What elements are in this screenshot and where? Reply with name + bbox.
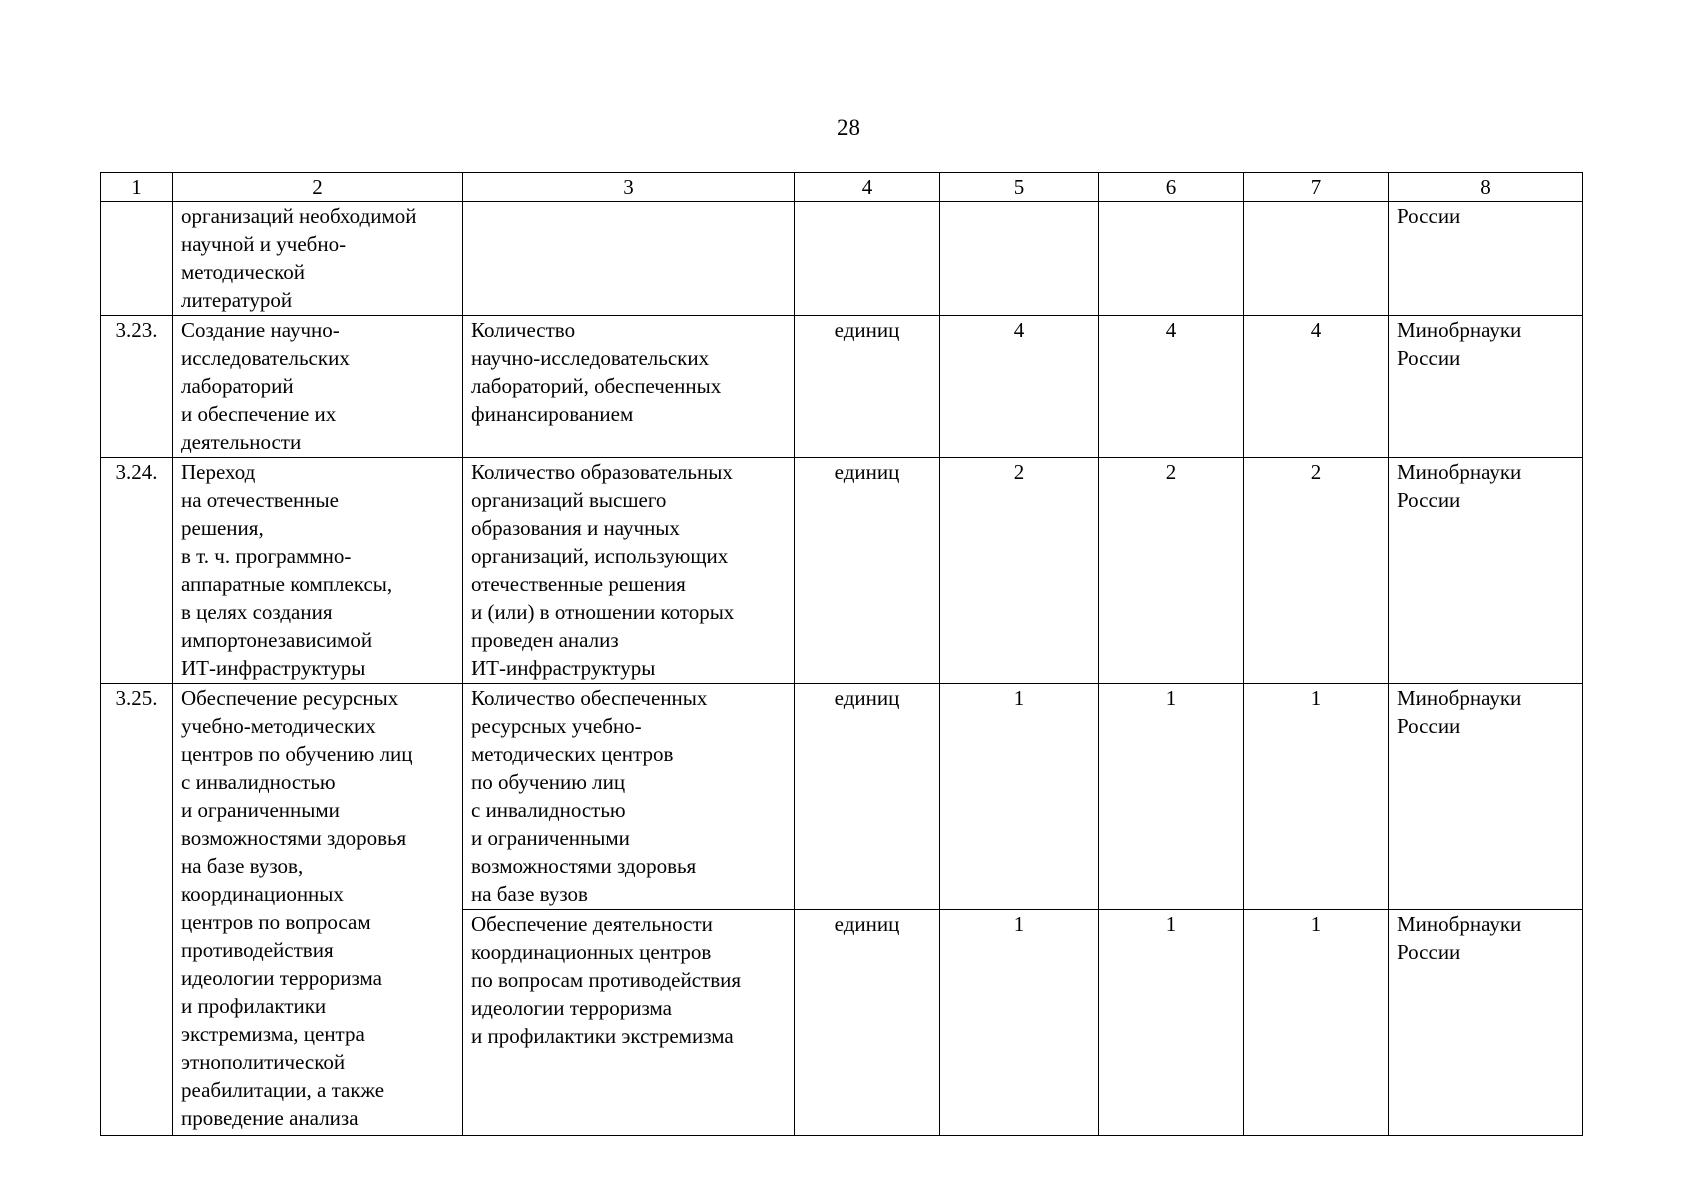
row-number — [101, 202, 173, 316]
indicator-cell: Количество обеспеченных ресурсных учебно- методических центров по обучению лиц с инвалидностью и ограниченными возможностями здоровья на базе вузов — [463, 684, 795, 910]
page-number: 28 — [837, 115, 860, 140]
indicator-cell: Обеспечение деятельности координационных центров по вопросам противодействия идеологии терроризма и профилактики экстремизма — [463, 910, 795, 1136]
header-col-4: 4 — [795, 173, 940, 202]
value-cell-5: 1 — [940, 684, 1099, 910]
value-cell-5: 4 — [940, 316, 1099, 458]
unit-cell: единиц — [795, 458, 940, 684]
value-cell-6: 2 — [1099, 458, 1244, 684]
header-col-1: 1 — [101, 173, 173, 202]
value-cell-6: 4 — [1099, 316, 1244, 458]
unit-cell: единиц — [795, 684, 940, 910]
unit-cell: единиц — [795, 910, 940, 1136]
indicator-cell — [463, 202, 795, 316]
table-row — [101, 458, 1583, 684]
value-cell-5: 1 — [940, 910, 1099, 1136]
measure-cell: Переход на отечественные решения, в т. ч. программно- аппаратные комплексы, в целях создания импортонезависимой ИТ-инфраструктуры — [173, 458, 463, 684]
value-cell-6: 1 — [1099, 684, 1244, 910]
responsible-cell: России — [1389, 202, 1583, 316]
header-col-6: 6 — [1099, 173, 1244, 202]
measure-cell: организаций необходимой научной и учебно- методической литературой — [173, 202, 463, 316]
plan-table — [100, 172, 1583, 1136]
unit-cell — [795, 202, 940, 316]
header-col-5: 5 — [940, 173, 1099, 202]
value-cell-5: 2 — [940, 458, 1099, 684]
table-row — [101, 316, 1583, 458]
value-cell-7: 2 — [1244, 458, 1389, 684]
value-cell-7 — [1244, 202, 1389, 316]
value-cell-7: 4 — [1244, 316, 1389, 458]
indicator-cell: Количество научно-исследовательских лабораторий, обеспеченных финансированием — [463, 316, 795, 458]
value-cell-6: 1 — [1099, 910, 1244, 1136]
unit-cell: единиц — [795, 316, 940, 458]
value-cell-5 — [940, 202, 1099, 316]
header-col-3: 3 — [463, 173, 795, 202]
responsible-cell: Минобрнауки России — [1389, 684, 1583, 910]
header-col-8: 8 — [1389, 173, 1583, 202]
measure-cell: Обеспечение ресурсных учебно-методических центров по обучению лиц с инвалидностью и ограниченными возможностями здоровья на базе вузов, координационных центров по вопросам противодействия идеологии терроризма и профилактики экстремизма, центра этнополитической реабилитации, а также проведение анализа — [173, 684, 463, 1136]
row-number: 3.25. — [101, 684, 173, 1136]
responsible-cell: Минобрнауки России — [1389, 458, 1583, 684]
table-header — [101, 173, 1583, 202]
responsible-cell: Минобрнауки России — [1389, 316, 1583, 458]
header-col-7: 7 — [1244, 173, 1389, 202]
row-number: 3.23. — [101, 316, 173, 458]
indicator-cell: Количество образовательных организаций высшего образования и научных организаций, использующих отечественные решения и (или) в отношении которых проведен анализ ИТ-инфраструктуры — [463, 458, 795, 684]
table-row — [101, 202, 1583, 316]
value-cell-6 — [1099, 202, 1244, 316]
header-row — [101, 173, 1583, 202]
header-col-2: 2 — [173, 173, 463, 202]
row-number: 3.24. — [101, 458, 173, 684]
value-cell-7: 1 — [1244, 684, 1389, 910]
table-row — [101, 684, 1583, 910]
measure-cell: Создание научно- исследовательских лабораторий и обеспечение их деятельности — [173, 316, 463, 458]
responsible-cell: Минобрнауки России — [1389, 910, 1583, 1136]
value-cell-7: 1 — [1244, 910, 1389, 1136]
